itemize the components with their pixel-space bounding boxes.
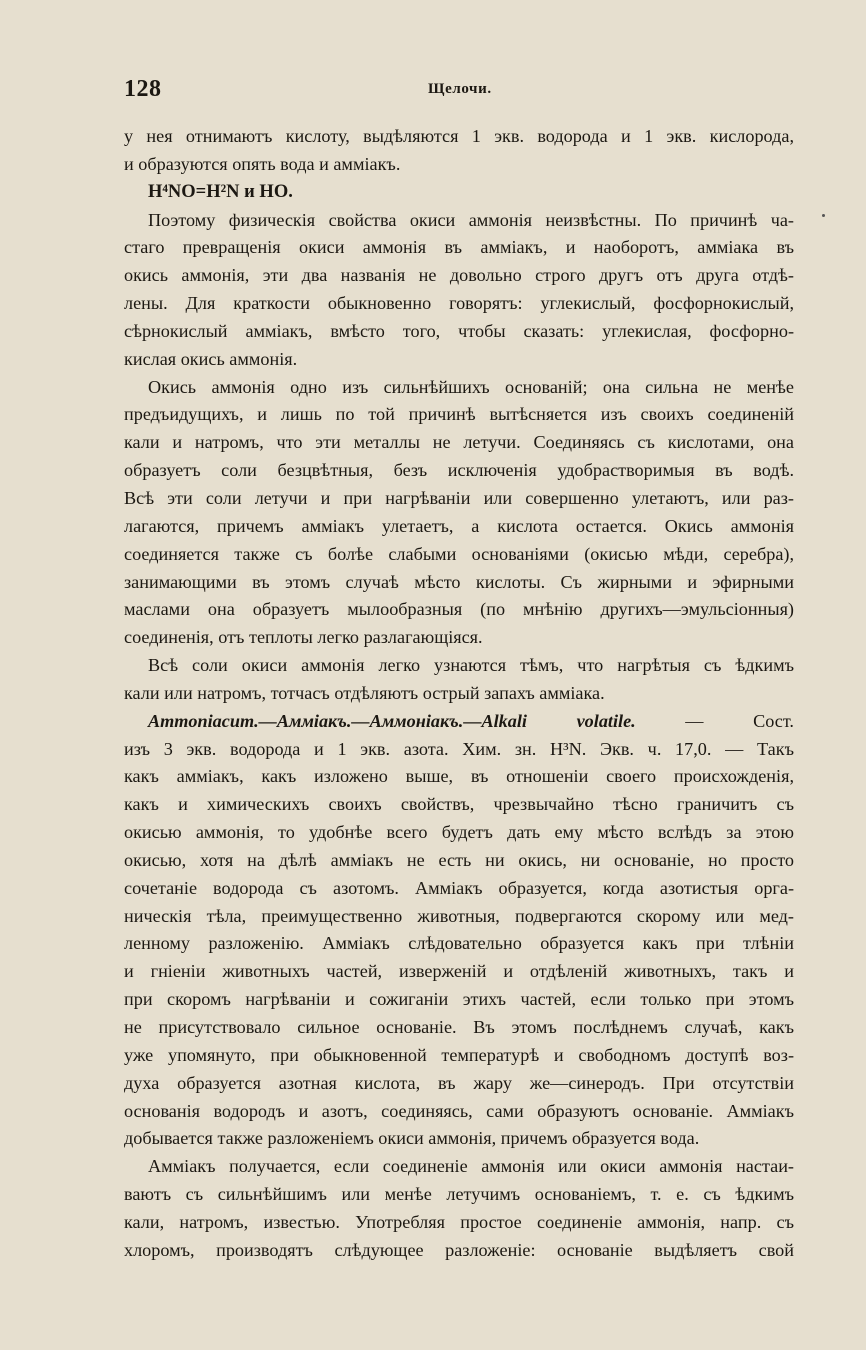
- text-line: окисью аммонiя, то удобнѣе всего будетъ дать ему мѣсто вслѣдъ за этою: [124, 822, 794, 843]
- text-line: кали и натромъ, что эти металлы не летучи. Соединяясь съ кислотами, она: [124, 432, 794, 453]
- text-line: окись аммонiя, эти два названiя не довольно строго другъ отъ друга отдѣ-: [124, 265, 794, 286]
- text-line: кали или натромъ, тотчасъ отдѣляютъ острый запахъ аммiака.: [124, 682, 605, 703]
- text-line: Аммiакъ получается, если соединенiе аммонiя или окиси аммонiя настаи-: [148, 1156, 794, 1177]
- page-number: 128: [124, 76, 162, 102]
- text-line: ническiя тѣла, преимущественно животныя, подвергаются скорому или мед-: [124, 905, 794, 926]
- text-line: Окись аммонiя одно изъ сильнѣйшихъ основанiй; она сильна не менѣе: [148, 376, 794, 397]
- text-line: изъ 3 экв. водорода и 1 экв. азота. Хим. зн. H³N. Экв. ч. 17,0. — Такъ: [124, 738, 794, 759]
- running-head: Щелочи.: [428, 81, 492, 97]
- text-line: кислая окись аммонiя.: [124, 348, 298, 369]
- text-line: Поэтому физическiя свойства окиси аммонiя неизвѣстны. По причинѣ ча-: [148, 209, 794, 230]
- text-line: предъидущихъ, и лишь по той причинѣ вытѣсняется изъ своихъ соединенiй: [124, 404, 794, 425]
- text-line: какъ аммiакъ, какъ изложено выше, въ отношенiи своего происхожденiя,: [124, 766, 794, 787]
- text-line: соединяется также съ болѣе слабыми основанiями (окисью мѣди, серебра),: [124, 543, 794, 564]
- text-line: уже упомянуто, при обыкновенной температурѣ и свободномъ доступѣ воз-: [124, 1044, 794, 1065]
- text-line: сочетанiе водорода съ азотомъ. Аммiакъ образуется, когда азотистыя орга-: [124, 877, 794, 898]
- text-line: у нея отнимаютъ кислоту, выдѣляются 1 экв. водорода и 1 экв. кислорода,: [124, 126, 794, 146]
- text-line: ленному разложенiю. Аммiакъ слѣдовательно образуется какъ при тлѣнiи: [124, 933, 794, 954]
- text-line: занимающими въ этомъ случаѣ мѣсто кислоты. Съ жирными и эфирными: [124, 571, 794, 592]
- text-line: лагаются, причемъ аммiакъ улетаетъ, а кислота остается. Окись аммонiя: [124, 515, 794, 536]
- body-text: [124, 123, 794, 1265]
- text-line: сѣрнокислый аммiакъ, вмѣсто того, чтобы сказать: углекислая, фосфорно-: [124, 320, 794, 341]
- text-line: образуетъ соли безцвѣтныя, безъ исключенiя удобрастворимыя въ водѣ.: [124, 460, 794, 481]
- text-line: добывается также разложенiемъ окиси аммонiя, причемъ образуется вода.: [124, 1128, 700, 1149]
- text-line: и гнiенiи животныхъ частей, изверженiй и отдѣленiй животныхъ, такъ и: [124, 961, 794, 982]
- heading-tail: — Сост.: [635, 710, 794, 731]
- text-line: хлоромъ, производятъ слѣдующее разложенiе: основанiе выдѣляетъ свой: [124, 1239, 794, 1260]
- text-line: Всѣ эти соли летучи и при нагрѣванiи или совершенно улетаютъ, или раз-: [124, 487, 794, 508]
- heading-line: [124, 708, 794, 736]
- ammonia-heading: Ammoniacum.—Аммiакъ.—Аммонiакъ.—Alkali volatile.: [148, 710, 636, 731]
- print-speck: [822, 214, 825, 217]
- text-line: лены. Для краткости обыкновенно говорятъ: углекислый, фосфорнокислый,: [124, 293, 794, 314]
- text-line: при скоромъ нагрѣванiи и сожиганiи этихъ частей, если только при этомъ: [124, 989, 794, 1010]
- text-line: кали, натромъ, известью. Употребляя простое соединенiе аммонiя, напр. съ: [124, 1211, 794, 1232]
- text-line: окисью, хотя на дѣлѣ аммiакъ не есть ни окись, ни основанiе, но просто: [124, 849, 794, 870]
- formula-line: H⁴NO=H²N и HO.: [148, 181, 293, 202]
- text-line: ваютъ съ сильнѣйшимъ или менѣе летучимъ основанiемъ, т. е. съ ѣдкимъ: [124, 1184, 794, 1205]
- page-header: [124, 76, 794, 104]
- text-line: соединенiя, отъ теплоты легко разлагающiяся.: [124, 627, 483, 648]
- text-line: Всѣ соли окиси аммонiя легко узнаются тѣмъ, что нагрѣтыя съ ѣдкимъ: [148, 655, 794, 676]
- text-line: не присутствовало сильное основанiе. Въ этомъ послѣднемъ случаѣ, какъ: [124, 1017, 794, 1037]
- text-line: какъ и химическихъ своихъ свойствъ, чрезвычайно тѣсно граничитъ съ: [124, 794, 794, 815]
- text-line: и образуются опять вода и аммiакъ.: [124, 153, 401, 174]
- text-line: духа образуется азотная кислота, въ жару же—синеродъ. При отсутствiи: [124, 1072, 794, 1093]
- text-line: маслами она образуетъ мылообразныя (по мнѣнiю другихъ—эмульсiонныя): [124, 599, 794, 620]
- text-line: основанiя водородъ и азотъ, соединяясь, сами образуютъ основанiе. Аммiакъ: [124, 1100, 794, 1121]
- text-line: стаго превращенiя окиси аммонiя въ аммiакъ, и наоборотъ, аммiака въ: [124, 237, 794, 258]
